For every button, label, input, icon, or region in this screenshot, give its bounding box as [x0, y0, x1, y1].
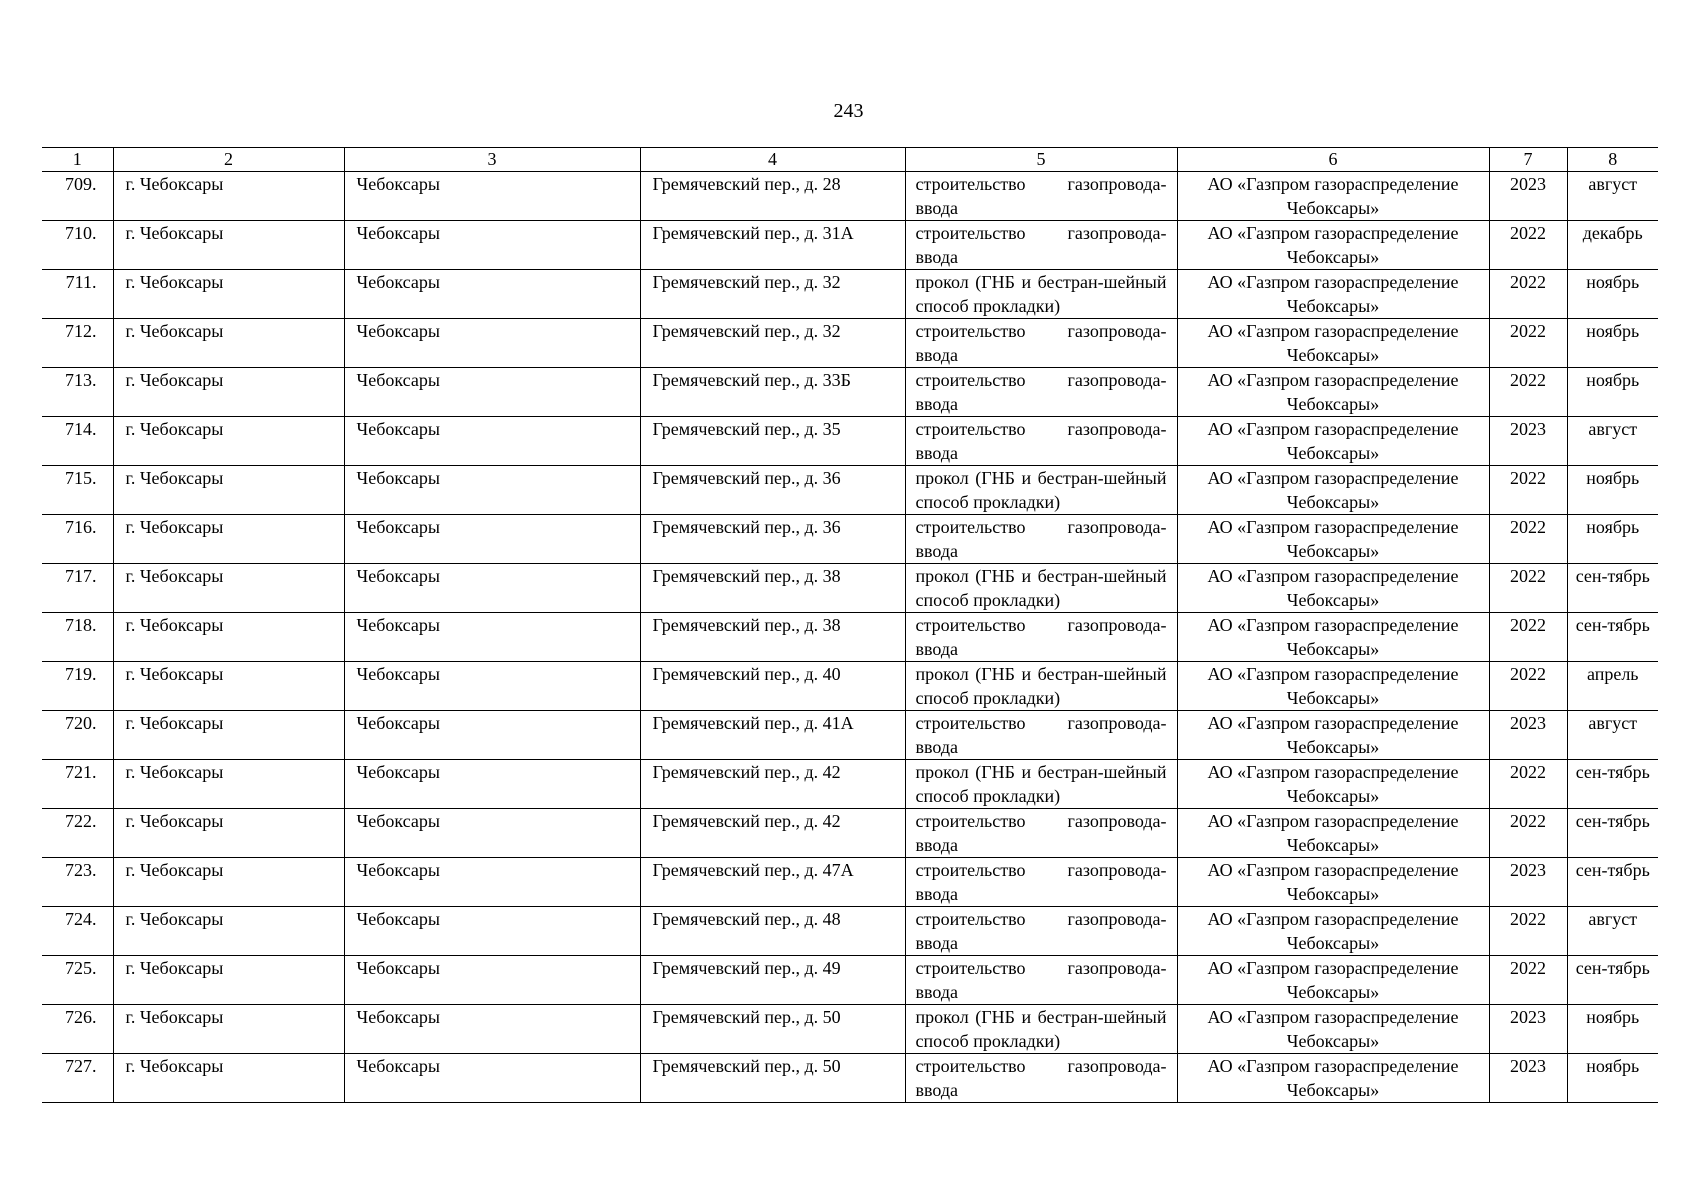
col-header: 1: [42, 148, 113, 172]
district-cell: г. Чебоксары: [113, 172, 344, 221]
month-cell: сен-тябрь: [1567, 564, 1658, 613]
organization-cell: АО «Газпром газораспределение Чебоксары»: [1177, 662, 1489, 711]
row-number-cell: 723.: [42, 858, 113, 907]
district-cell: г. Чебоксары: [113, 1054, 344, 1103]
organization-cell: АО «Газпром газораспределение Чебоксары»: [1177, 221, 1489, 270]
district-cell: г. Чебоксары: [113, 564, 344, 613]
table-row: [42, 466, 1658, 515]
district-cell: г. Чебоксары: [113, 368, 344, 417]
col-header: 8: [1567, 148, 1658, 172]
year-cell: 2023: [1489, 711, 1567, 760]
work-type-cell: строительство газопровода-ввода: [905, 1054, 1177, 1103]
year-cell: 2022: [1489, 662, 1567, 711]
table-row: [42, 809, 1658, 858]
col-header: 6: [1177, 148, 1489, 172]
work-type-cell: строительство газопровода-ввода: [905, 711, 1177, 760]
settlement-cell: Чебоксары: [344, 172, 640, 221]
month-cell: август: [1567, 711, 1658, 760]
address-cell: Гремячевский пер., д. 32: [640, 270, 905, 319]
organization-cell: АО «Газпром газораспределение Чебоксары»: [1177, 270, 1489, 319]
row-number-cell: 720.: [42, 711, 113, 760]
district-cell: г. Чебоксары: [113, 319, 344, 368]
year-cell: 2022: [1489, 368, 1567, 417]
year-cell: 2022: [1489, 907, 1567, 956]
year-cell: 2022: [1489, 466, 1567, 515]
table-row: [42, 907, 1658, 956]
row-number-cell: 717.: [42, 564, 113, 613]
address-cell: Гремячевский пер., д. 41А: [640, 711, 905, 760]
organization-cell: АО «Газпром газораспределение Чебоксары»: [1177, 809, 1489, 858]
table-row: [42, 270, 1658, 319]
month-cell: ноябрь: [1567, 270, 1658, 319]
settlement-cell: Чебоксары: [344, 760, 640, 809]
work-type-cell: строительство газопровода-ввода: [905, 172, 1177, 221]
row-number-cell: 722.: [42, 809, 113, 858]
work-type-cell: строительство газопровода-ввода: [905, 368, 1177, 417]
table-row: [42, 1005, 1658, 1054]
month-cell: сен-тябрь: [1567, 613, 1658, 662]
year-cell: 2022: [1489, 613, 1567, 662]
settlement-cell: Чебоксары: [344, 858, 640, 907]
organization-cell: АО «Газпром газораспределение Чебоксары»: [1177, 907, 1489, 956]
row-number-cell: 714.: [42, 417, 113, 466]
work-type-cell: строительство газопровода-ввода: [905, 221, 1177, 270]
address-cell: Гремячевский пер., д. 31А: [640, 221, 905, 270]
settlement-cell: Чебоксары: [344, 270, 640, 319]
address-cell: Гремячевский пер., д. 28: [640, 172, 905, 221]
organization-cell: АО «Газпром газораспределение Чебоксары»: [1177, 172, 1489, 221]
settlement-cell: Чебоксары: [344, 613, 640, 662]
address-cell: Гремячевский пер., д. 35: [640, 417, 905, 466]
settlement-cell: Чебоксары: [344, 809, 640, 858]
work-type-cell: прокол (ГНБ и бестран-шейный способ прокладки): [905, 1005, 1177, 1054]
address-cell: Гремячевский пер., д. 50: [640, 1005, 905, 1054]
work-type-cell: строительство газопровода-ввода: [905, 515, 1177, 564]
address-cell: Гремячевский пер., д. 47А: [640, 858, 905, 907]
address-cell: Гремячевский пер., д. 38: [640, 613, 905, 662]
row-number-cell: 727.: [42, 1054, 113, 1103]
gas-works-table: [42, 147, 1658, 1103]
month-cell: август: [1567, 417, 1658, 466]
col-header: 2: [113, 148, 344, 172]
table-row: [42, 858, 1658, 907]
organization-cell: АО «Газпром газораспределение Чебоксары»: [1177, 956, 1489, 1005]
district-cell: г. Чебоксары: [113, 858, 344, 907]
work-type-cell: прокол (ГНБ и бестран-шейный способ прокладки): [905, 270, 1177, 319]
year-cell: 2023: [1489, 1054, 1567, 1103]
table-row: [42, 515, 1658, 564]
settlement-cell: Чебоксары: [344, 907, 640, 956]
year-cell: 2023: [1489, 172, 1567, 221]
organization-cell: АО «Газпром газораспределение Чебоксары»: [1177, 711, 1489, 760]
table-row: [42, 417, 1658, 466]
month-cell: сен-тябрь: [1567, 809, 1658, 858]
organization-cell: АО «Газпром газораспределение Чебоксары»: [1177, 1054, 1489, 1103]
row-number-cell: 711.: [42, 270, 113, 319]
year-cell: 2022: [1489, 221, 1567, 270]
settlement-cell: Чебоксары: [344, 417, 640, 466]
organization-cell: АО «Газпром газораспределение Чебоксары»: [1177, 417, 1489, 466]
work-type-cell: строительство газопровода-ввода: [905, 417, 1177, 466]
settlement-cell: Чебоксары: [344, 221, 640, 270]
year-cell: 2022: [1489, 809, 1567, 858]
row-number-cell: 709.: [42, 172, 113, 221]
district-cell: г. Чебоксары: [113, 809, 344, 858]
organization-cell: АО «Газпром газораспределение Чебоксары»: [1177, 858, 1489, 907]
table-row: [42, 711, 1658, 760]
page-number: 243: [833, 100, 864, 122]
settlement-cell: Чебоксары: [344, 515, 640, 564]
settlement-cell: Чебоксары: [344, 1054, 640, 1103]
work-type-cell: прокол (ГНБ и бестран-шейный способ прокладки): [905, 564, 1177, 613]
year-cell: 2022: [1489, 564, 1567, 613]
work-type-cell: прокол (ГНБ и бестран-шейный способ прокладки): [905, 662, 1177, 711]
table-row: [42, 613, 1658, 662]
month-cell: сен-тябрь: [1567, 760, 1658, 809]
address-cell: Гремячевский пер., д. 36: [640, 466, 905, 515]
work-type-cell: строительство газопровода-ввода: [905, 809, 1177, 858]
organization-cell: АО «Газпром газораспределение Чебоксары»: [1177, 613, 1489, 662]
row-number-cell: 712.: [42, 319, 113, 368]
table-body: [42, 172, 1658, 1103]
row-number-cell: 713.: [42, 368, 113, 417]
month-cell: декабрь: [1567, 221, 1658, 270]
table-row: [42, 662, 1658, 711]
address-cell: Гремячевский пер., д. 50: [640, 1054, 905, 1103]
year-cell: 2022: [1489, 760, 1567, 809]
organization-cell: АО «Газпром газораспределение Чебоксары»: [1177, 466, 1489, 515]
year-cell: 2022: [1489, 515, 1567, 564]
col-header: 7: [1489, 148, 1567, 172]
row-number-cell: 724.: [42, 907, 113, 956]
district-cell: г. Чебоксары: [113, 270, 344, 319]
work-type-cell: строительство газопровода-ввода: [905, 956, 1177, 1005]
settlement-cell: Чебоксары: [344, 466, 640, 515]
table-row: [42, 368, 1658, 417]
year-cell: 2022: [1489, 270, 1567, 319]
month-cell: ноябрь: [1567, 466, 1658, 515]
year-cell: 2022: [1489, 956, 1567, 1005]
address-cell: Гремячевский пер., д. 40: [640, 662, 905, 711]
address-cell: Гремячевский пер., д. 32: [640, 319, 905, 368]
work-type-cell: строительство газопровода-ввода: [905, 858, 1177, 907]
organization-cell: АО «Газпром газораспределение Чебоксары»: [1177, 564, 1489, 613]
month-cell: август: [1567, 172, 1658, 221]
settlement-cell: Чебоксары: [344, 711, 640, 760]
table-row: [42, 172, 1658, 221]
address-cell: Гремячевский пер., д. 42: [640, 760, 905, 809]
settlement-cell: Чебоксары: [344, 564, 640, 613]
month-cell: сен-тябрь: [1567, 956, 1658, 1005]
row-number-cell: 725.: [42, 956, 113, 1005]
month-cell: ноябрь: [1567, 319, 1658, 368]
month-cell: ноябрь: [1567, 1005, 1658, 1054]
column-number-row: [42, 148, 1658, 172]
work-type-cell: прокол (ГНБ и бестран-шейный способ прокладки): [905, 466, 1177, 515]
row-number-cell: 726.: [42, 1005, 113, 1054]
address-cell: Гремячевский пер., д. 49: [640, 956, 905, 1005]
table-row: [42, 221, 1658, 270]
district-cell: г. Чебоксары: [113, 907, 344, 956]
district-cell: г. Чебоксары: [113, 662, 344, 711]
district-cell: г. Чебоксары: [113, 956, 344, 1005]
col-header: 3: [344, 148, 640, 172]
month-cell: ноябрь: [1567, 515, 1658, 564]
settlement-cell: Чебоксары: [344, 1005, 640, 1054]
col-header: 5: [905, 148, 1177, 172]
year-cell: 2022: [1489, 319, 1567, 368]
month-cell: сен-тябрь: [1567, 858, 1658, 907]
row-number-cell: 710.: [42, 221, 113, 270]
year-cell: 2023: [1489, 417, 1567, 466]
district-cell: г. Чебоксары: [113, 466, 344, 515]
row-number-cell: 718.: [42, 613, 113, 662]
address-cell: Гремячевский пер., д. 33Б: [640, 368, 905, 417]
col-header: 4: [640, 148, 905, 172]
district-cell: г. Чебоксары: [113, 1005, 344, 1054]
work-type-cell: прокол (ГНБ и бестран-шейный способ прокладки): [905, 760, 1177, 809]
district-cell: г. Чебоксары: [113, 760, 344, 809]
year-cell: 2023: [1489, 1005, 1567, 1054]
district-cell: г. Чебоксары: [113, 417, 344, 466]
settlement-cell: Чебоксары: [344, 662, 640, 711]
settlement-cell: Чебоксары: [344, 956, 640, 1005]
district-cell: г. Чебоксары: [113, 515, 344, 564]
row-number-cell: 719.: [42, 662, 113, 711]
month-cell: август: [1567, 907, 1658, 956]
organization-cell: АО «Газпром газораспределение Чебоксары»: [1177, 319, 1489, 368]
organization-cell: АО «Газпром газораспределение Чебоксары»: [1177, 1005, 1489, 1054]
district-cell: г. Чебоксары: [113, 711, 344, 760]
row-number-cell: 721.: [42, 760, 113, 809]
address-cell: Гремячевский пер., д. 42: [640, 809, 905, 858]
work-type-cell: строительство газопровода-ввода: [905, 613, 1177, 662]
address-cell: Гремячевский пер., д. 36: [640, 515, 905, 564]
table-row: [42, 956, 1658, 1005]
month-cell: ноябрь: [1567, 368, 1658, 417]
table-row: [42, 1054, 1658, 1103]
year-cell: 2023: [1489, 858, 1567, 907]
table-row: [42, 319, 1658, 368]
row-number-cell: 716.: [42, 515, 113, 564]
table-header: [42, 148, 1658, 172]
district-cell: г. Чебоксары: [113, 613, 344, 662]
row-number-cell: 715.: [42, 466, 113, 515]
organization-cell: АО «Газпром газораспределение Чебоксары»: [1177, 368, 1489, 417]
month-cell: ноябрь: [1567, 1054, 1658, 1103]
table-row: [42, 760, 1658, 809]
month-cell: апрель: [1567, 662, 1658, 711]
organization-cell: АО «Газпром газораспределение Чебоксары»: [1177, 515, 1489, 564]
work-type-cell: строительство газопровода-ввода: [905, 907, 1177, 956]
address-cell: Гремячевский пер., д. 38: [640, 564, 905, 613]
work-type-cell: строительство газопровода-ввода: [905, 319, 1177, 368]
address-cell: Гремячевский пер., д. 48: [640, 907, 905, 956]
settlement-cell: Чебоксары: [344, 368, 640, 417]
table-row: [42, 564, 1658, 613]
settlement-cell: Чебоксары: [344, 319, 640, 368]
district-cell: г. Чебоксары: [113, 221, 344, 270]
organization-cell: АО «Газпром газораспределение Чебоксары»: [1177, 760, 1489, 809]
